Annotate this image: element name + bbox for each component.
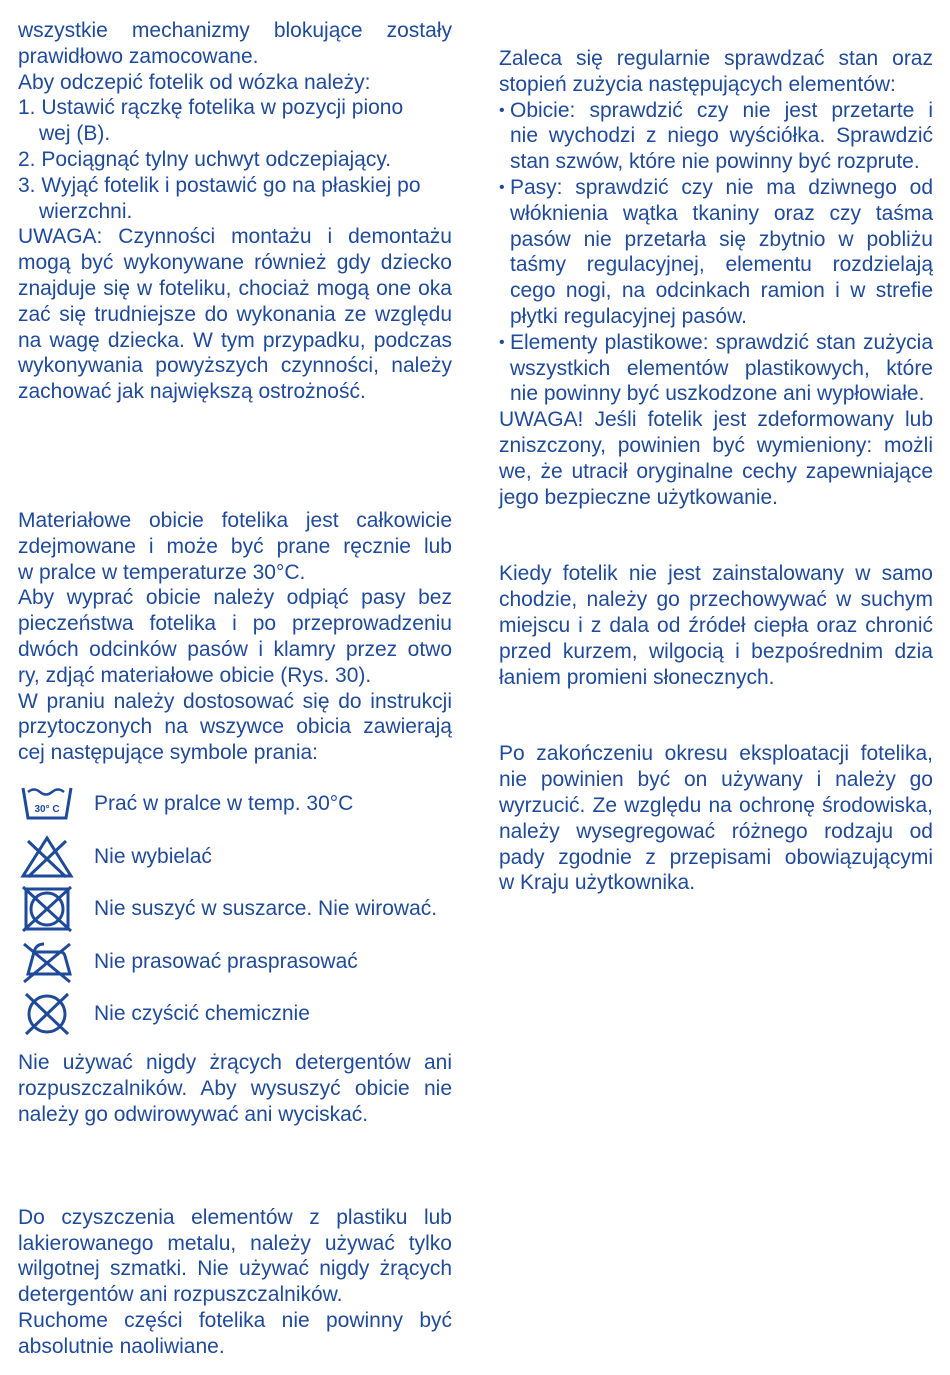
care-symbol-label: Prać w pralce w temp. 30°C xyxy=(94,792,354,816)
text-line: cego nogi, na odcinkach ramion i w strefie xyxy=(510,279,933,303)
text-line: ry, zdjąć materiałowe obicie (Rys. 30). xyxy=(18,663,372,687)
text-line: w pralce w temperaturze 30°C. xyxy=(18,560,306,584)
text-line: chodzie, należy go przechowywać w suchym xyxy=(499,588,933,612)
text-line: zać się trudniejsze do wykonania ze względu xyxy=(18,302,452,326)
text-line: UWAGA! Jeśli fotelik jest zdeformowany lub xyxy=(499,408,933,432)
text-line: prawidłowo zamocowane. xyxy=(18,44,259,68)
care-symbol-label: Nie prasować prasprasować xyxy=(94,949,358,973)
care-symbol-row xyxy=(18,988,452,1041)
svg-text:30° C: 30° C xyxy=(34,804,60,816)
text-line: Nie używać nigdy żrących detergentów ani xyxy=(18,1051,452,1075)
right-column xyxy=(499,46,933,896)
text-line: przytoczonych na wszywce obicia zawierają xyxy=(18,715,452,739)
text-line: znajduje się w foteliku, chociaż mogą one oka xyxy=(18,276,452,300)
text-line: miejscu i z dala od źródeł ciepła oraz chronić xyxy=(499,613,933,637)
text-line: jego bezpieczne użytkowanie. xyxy=(499,485,779,509)
text-line: rozpuszczalników. Aby wysuszyć obicie nie xyxy=(18,1077,452,1101)
text-line: Kiedy fotelik nie jest zainstalowany w samo xyxy=(499,562,933,586)
inspection-bullet-cover xyxy=(499,98,933,175)
text-line: UWAGA: Czynności montażu i demontażu xyxy=(18,225,452,249)
text-line: 1. Ustawić rączkę fotelika w pozycji piono xyxy=(18,96,404,120)
text-line: wilgotnej szmatki. Nie używać nigdy żrących xyxy=(18,1257,452,1281)
bullet-line: • Pasy: sprawdzić czy nie ma dziwnego od xyxy=(499,175,933,201)
text-line: przed kurzem, wilgocią i bezpośrednim dzia xyxy=(499,639,933,663)
no-bleach-icon xyxy=(20,834,74,880)
inspection-bullet-plastic xyxy=(499,330,933,407)
text-line: zniszczony, powinien być wymieniony: możli xyxy=(499,433,933,457)
text-line: stan szwów, które nie powinny być rozprute. xyxy=(510,150,920,174)
text-line: 2. Pociągnąć tylny uchwyt odczepiający. xyxy=(18,147,392,171)
text-line: W praniu należy dostosować się do instrukcji xyxy=(18,689,452,713)
text-line: Zaleca się regularnie sprawdzać stan oraz xyxy=(499,47,933,70)
storage-paragraph xyxy=(499,561,933,690)
text-line: wszystkich elementów plastikowych, które xyxy=(510,356,933,380)
text-line: nie powinny być uszkodzone ani wypłowiałe. xyxy=(510,382,925,406)
text-line: 3. Wyjąć fotelik i postawić go na płaskiej po xyxy=(18,173,421,197)
care-symbol-row xyxy=(18,778,452,831)
text-line: w Kraju użytkownika. xyxy=(499,871,696,895)
bullet-line: • Obicie: sprawdzić czy nie jest przetarte i xyxy=(499,98,933,124)
care-symbol-label: Nie wybielać xyxy=(94,844,212,868)
text-line: wszystkie mechanizmy blokujące zostały xyxy=(18,19,452,42)
text-line: zachować jak największą ostrożność. xyxy=(18,380,366,404)
detergent-warning-paragraph xyxy=(18,1050,452,1127)
text-line: pady zgodnie z przepisami obowiązującymi xyxy=(499,845,933,869)
text-line: detergentów ani rozpuszczalników. xyxy=(18,1283,343,1307)
text-line: Do czyszczenia elementów z plastiku lub xyxy=(18,1205,452,1229)
text-line: pieczeństwa fotelika i po przeprowadzeniu xyxy=(18,612,452,636)
text-line: Aby odczepić fotelik od wózka należy: xyxy=(18,70,371,94)
text-line: wyrzucić. Ze względu na ochronę środowiska, xyxy=(499,793,933,817)
text-line: Aby wyprać obicie należy odpiąć pasy bez xyxy=(18,586,452,610)
no-tumble-dry-icon xyxy=(20,886,74,932)
text-line: Po zakończeniu okresu eksploatacji fotelika, xyxy=(499,742,933,766)
inspection-bullet-belts xyxy=(499,175,933,330)
disposal-paragraph xyxy=(499,741,933,896)
text-line: na wagę dziecka. W tym przypadku, podczas xyxy=(18,328,452,352)
text-line: nie powinien być on używany i należy go xyxy=(499,768,933,792)
text-line: mogą być wykonywane również gdy dziecko xyxy=(18,251,452,275)
text-line: absolutnie naoliwiane. xyxy=(18,1334,225,1358)
care-symbol-label: Nie suszyć w suszarce. Nie wirować. xyxy=(94,897,438,921)
text-line: nie wychodzi z niego wyściółka. Sprawdzić xyxy=(510,124,933,148)
text-line: należy go odwirowywać ani wyciskać. xyxy=(18,1103,369,1127)
plastic-cleaning-paragraph xyxy=(18,1205,452,1360)
no-iron-icon xyxy=(20,939,74,985)
washing-paragraph xyxy=(18,508,452,766)
text-line: we, że utracił oryginalne cechy zapewniające xyxy=(499,459,933,483)
text-line: Ruchome części fotelika nie powinny być xyxy=(18,1309,452,1332)
text-line: dwóch odcinków pasów i klamry przez otwo xyxy=(18,637,452,661)
wash-30-icon xyxy=(20,781,74,827)
text-line: należy wysegregować różnego rodzaju od xyxy=(499,819,933,843)
no-dry-clean-icon xyxy=(20,991,74,1037)
left-column xyxy=(18,18,452,1360)
text-line: wierzchni. xyxy=(39,199,133,223)
text-line: cej następujące symbole prania: xyxy=(18,741,319,765)
inspection-paragraph xyxy=(499,46,933,510)
text-line: wej (B). xyxy=(39,122,111,146)
care-symbols-list xyxy=(18,778,452,1041)
care-symbol-row xyxy=(18,830,452,883)
text-line: taśmy regulacyjnej, elementu rozdzielają xyxy=(510,253,933,277)
text-line: wykonywania powyższych czynności, należy xyxy=(18,354,452,378)
bullet-line: • Elementy plastikowe: sprawdzić stan zużycia xyxy=(499,330,933,356)
text-line: łaniem promieni słonecznych. xyxy=(499,665,775,689)
care-symbol-row xyxy=(18,935,452,988)
care-symbol-label: Nie czyścić chemicznie xyxy=(94,1002,310,1026)
text-line: lakierowanego metalu, należy używać tylko xyxy=(18,1231,452,1255)
text-line: włóknienia wątka tkaniny oraz czy taśma xyxy=(510,201,933,225)
care-symbol-row xyxy=(18,883,452,936)
text-line: Materiałowe obicie fotelika jest całkowicie xyxy=(18,508,452,532)
text-line: pasów nie przetarła się zbytnio w pobliżu xyxy=(510,227,933,251)
text-line: stopień zużycia następujących elementów: xyxy=(499,72,896,96)
detach-instructions-paragraph xyxy=(18,18,452,405)
text-line: zdejmowane i może być prane ręcznie lub xyxy=(18,534,452,558)
text-line: płytki regulacyjnej pasów. xyxy=(510,304,747,328)
